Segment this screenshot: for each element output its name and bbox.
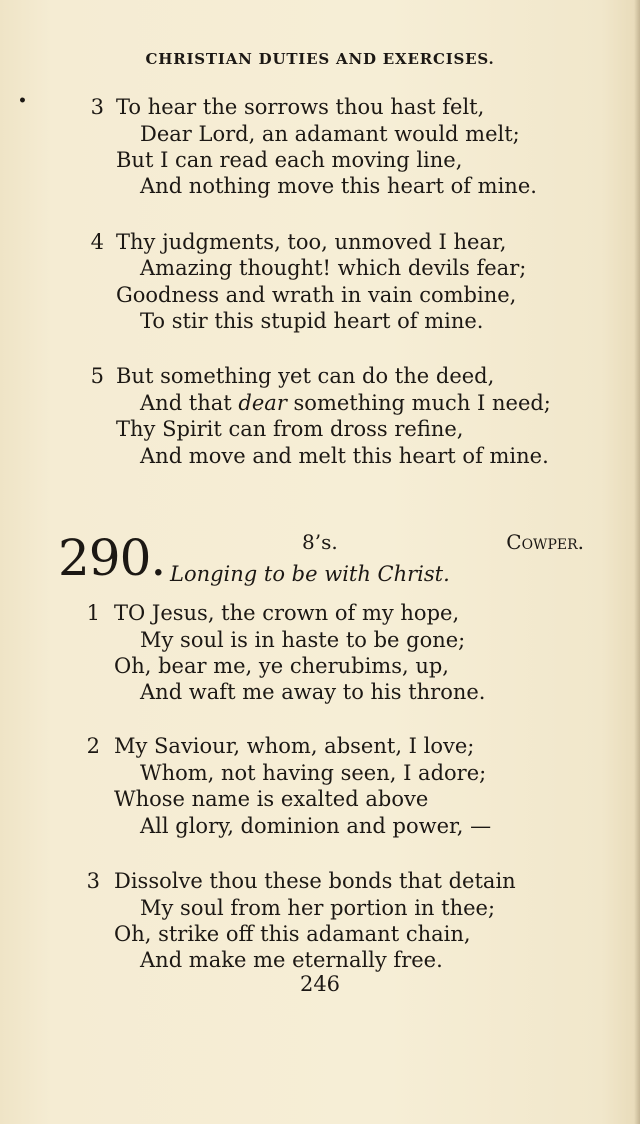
hymn-meter: 8’s. — [302, 530, 338, 554]
verse-line: Dissolve thou these bonds that detain — [114, 869, 516, 893]
verse-line — [140, 390, 551, 416]
verse-line: But something yet can do the deed, — [116, 364, 495, 388]
hymn-author: Cowper. — [506, 530, 584, 554]
stanza-number: 4 — [90, 230, 104, 254]
verse-line: Thy judgments, too, unmoved I hear, — [116, 230, 507, 254]
verse-line: My soul from her portion in thee; — [140, 896, 496, 920]
stray-mark: • — [18, 93, 27, 109]
verse-line: And nothing move this heart of mine. — [140, 174, 537, 198]
stanza-number: 3 — [90, 95, 104, 119]
verse-line: All glory, dominion and power, — — [140, 814, 492, 838]
verse-text: And that — [140, 391, 239, 415]
verse-line: But I can read each moving line, — [116, 148, 463, 172]
verse-line: TO Jesus, the crown of my hope, — [114, 601, 460, 625]
verse-line: And move and melt this heart of mine. — [140, 444, 549, 468]
verse-line: Oh, strike off this adamant chain, — [114, 922, 471, 946]
verse-line: My soul is in haste to be gone; — [140, 628, 466, 652]
verse-line: Whose name is exalted above — [114, 787, 429, 811]
verse-line: Dear Lord, an adamant would melt; — [140, 122, 520, 146]
verse-line: To hear the sorrows thou hast felt, — [116, 95, 485, 119]
stanza-number: 2 — [86, 734, 100, 758]
verse-line: Goodness and wrath in vain combine, — [116, 283, 517, 307]
page-number: 246 — [299, 972, 341, 996]
emphasis-text: dear — [238, 391, 287, 415]
stanza-number: 1 — [86, 601, 100, 625]
stanza-number: 5 — [90, 364, 104, 388]
verse-line: Amazing thought! which devils fear; — [140, 256, 527, 280]
verse-line: And waft me away to his throne. — [140, 680, 486, 704]
verse-line: And make me eternally free. — [140, 948, 443, 972]
page-edge-shadow — [634, 0, 640, 1124]
verse-line: Thy Spirit can from dross refine, — [116, 417, 464, 441]
hymn-title: Longing to be with Christ. — [170, 562, 450, 586]
verse-line: My Saviour, whom, absent, I love; — [114, 734, 475, 758]
verse-line: Whom, not having seen, I adore; — [140, 761, 487, 785]
stanza-number: 3 — [86, 869, 100, 893]
running-header: CHRISTIAN DUTIES AND EXERCISES. — [145, 50, 495, 68]
verse-text: something much I need; — [286, 391, 551, 415]
verse-line: To stir this stupid heart of mine. — [140, 309, 484, 333]
verse-line: Oh, bear me, ye cherubims, up, — [114, 654, 449, 678]
hymn-number: 290. — [58, 529, 166, 587]
